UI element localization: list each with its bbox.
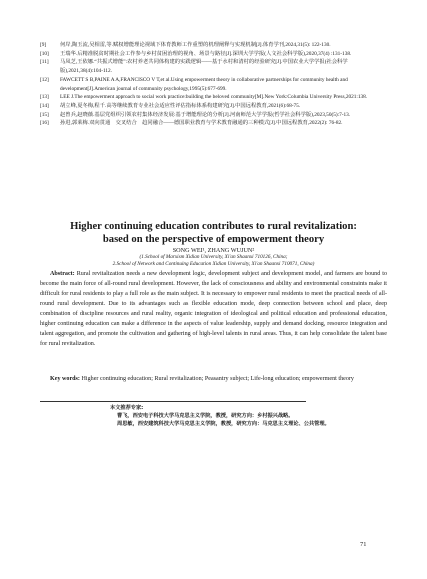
english-title	[40, 221, 387, 246]
title-line: based on the perspective of empowerment theory	[102, 233, 325, 245]
authors: SONG WEI¹, ZHANG WUJUN²	[172, 247, 255, 254]
reference-text: 孙进,郭莱梅.双向贯通 交叉结合 趋同融合——德国职业教育与学术教育融通的三种模式[J].中国远程教育,2022(2): 76-82.	[60, 120, 343, 127]
keywords-text: Higher continuing education; Rural revitalization; Peasantry subject; Life-long education; empowerment theory	[81, 376, 354, 382]
reference-text: LEE J.The empowerment approach to social work practice:building the beloved community[M].New York:Columbia University Press,2021:138.	[60, 94, 368, 101]
keywords	[40, 374, 387, 384]
reference-number: [10]	[40, 50, 49, 57]
reference-item	[40, 119, 376, 128]
reference-item	[40, 93, 376, 102]
recommend-title: 本文推荐专家:	[110, 405, 144, 411]
keywords-label: Key words:	[50, 376, 80, 382]
abstract-text: Rural revitalization needs a new development logic, development subject and development model, and farmers are bound to become the main force of all-round rural development. However, the lack of consciousness and ability and environmental constraints make it difficult for rural residents to play a full role as the main subject. It is necessary to empower rural residents to meet the practical needs of all-round rural development. Due to its advantages such as flexible education mode, deep connection between school and place, deep combination of discipline resources and rural reality, organic integration of ideological and political education and professional education, higher continuing education can make a difference in the aspects of value leadership, supply and demand docking, resource integration and talent aggregation, and promote the cultivation and gathering of high-level talents in rural areas. Thus, it can help consolidate the talent base for rural revitalization.	[40, 271, 387, 348]
reference-text: 何岸,陶玉流,吴相雷,等.赋权增能理论视域下体育教师工作重塑的机理阐释与实现机制[J].体育学刊,2024,31(5): 122-130.	[60, 42, 331, 48]
reference-text: 胡立峰,夏冬梅,程千.高等继续教育专业社会适应性评估指标体系构建研究[J].中国远程教育,2021(6):68-75.	[60, 102, 301, 109]
reference-text: 王瑞华.后精准脱贫时期社会工作参与乡村贫困治理的视角、场景与路径[J].深圳大学学报(人文社会科学版),2020,37(4) :131-138.	[60, 50, 352, 57]
divider	[40, 401, 306, 402]
affiliation: (1.School of Marxism Xidian University, Xi'an Shaanxi 710126, China;	[139, 254, 288, 260]
page-number: 71	[360, 541, 367, 548]
reference-text: 赵曾兵,赵晓薇.基层党组织引领农村集体经济发展:基于增能理论的分析[J].河南师范大学学报(哲学社会科学版),2023,50(5):7-13.	[60, 111, 351, 118]
reference-item	[40, 102, 376, 111]
reference-number: [15]	[40, 111, 49, 118]
affiliation: 2.School of Network and Continuing Education Xidian University, Xi'an Shaanxi 710071, China)	[112, 261, 315, 267]
reference-number: [9]	[40, 42, 47, 48]
reference-item	[40, 58, 376, 75]
recommend-expert: 周思敏，西安建筑科技大学马克思主义学院，教授，研究方向：马克思主义理论、公共管理。	[117, 421, 330, 427]
abstract	[40, 269, 387, 349]
reference-item	[40, 50, 376, 59]
reference-item	[40, 41, 376, 50]
title-line: Higher continuing education contributes to rural revitalization:	[70, 221, 357, 232]
reference-list	[40, 41, 376, 128]
reference-text: FAWCETT S B,PAINE A A,FRANCISCO V T,et al.Using empowerment theory in collaborative partnerships for community health and development[J].American journal of community psychology,1995(5):677-699.	[60, 76, 348, 92]
recommend-expert: 曹飞，西安电子科技大学马克思主义学院，教授，研究方向：乡村振兴战略。	[117, 413, 294, 419]
reference-number: [14]	[40, 102, 49, 109]
reference-text: 马凤芝,王依娜.“共振式增能”:农村养老共同体构建的实践逻辑——基于水村和清村的经验研究[J].中国农业大学学报(社会科学版),2021,38(4):104-112.	[60, 59, 348, 75]
reference-number: [16]	[40, 120, 49, 127]
reference-item	[40, 111, 376, 120]
reference-number: [12]	[40, 76, 49, 83]
reference-item	[40, 76, 376, 93]
reference-number: [13]	[40, 94, 49, 101]
reference-number: [11]	[40, 59, 49, 66]
abstract-label: Abstract:	[50, 271, 75, 277]
